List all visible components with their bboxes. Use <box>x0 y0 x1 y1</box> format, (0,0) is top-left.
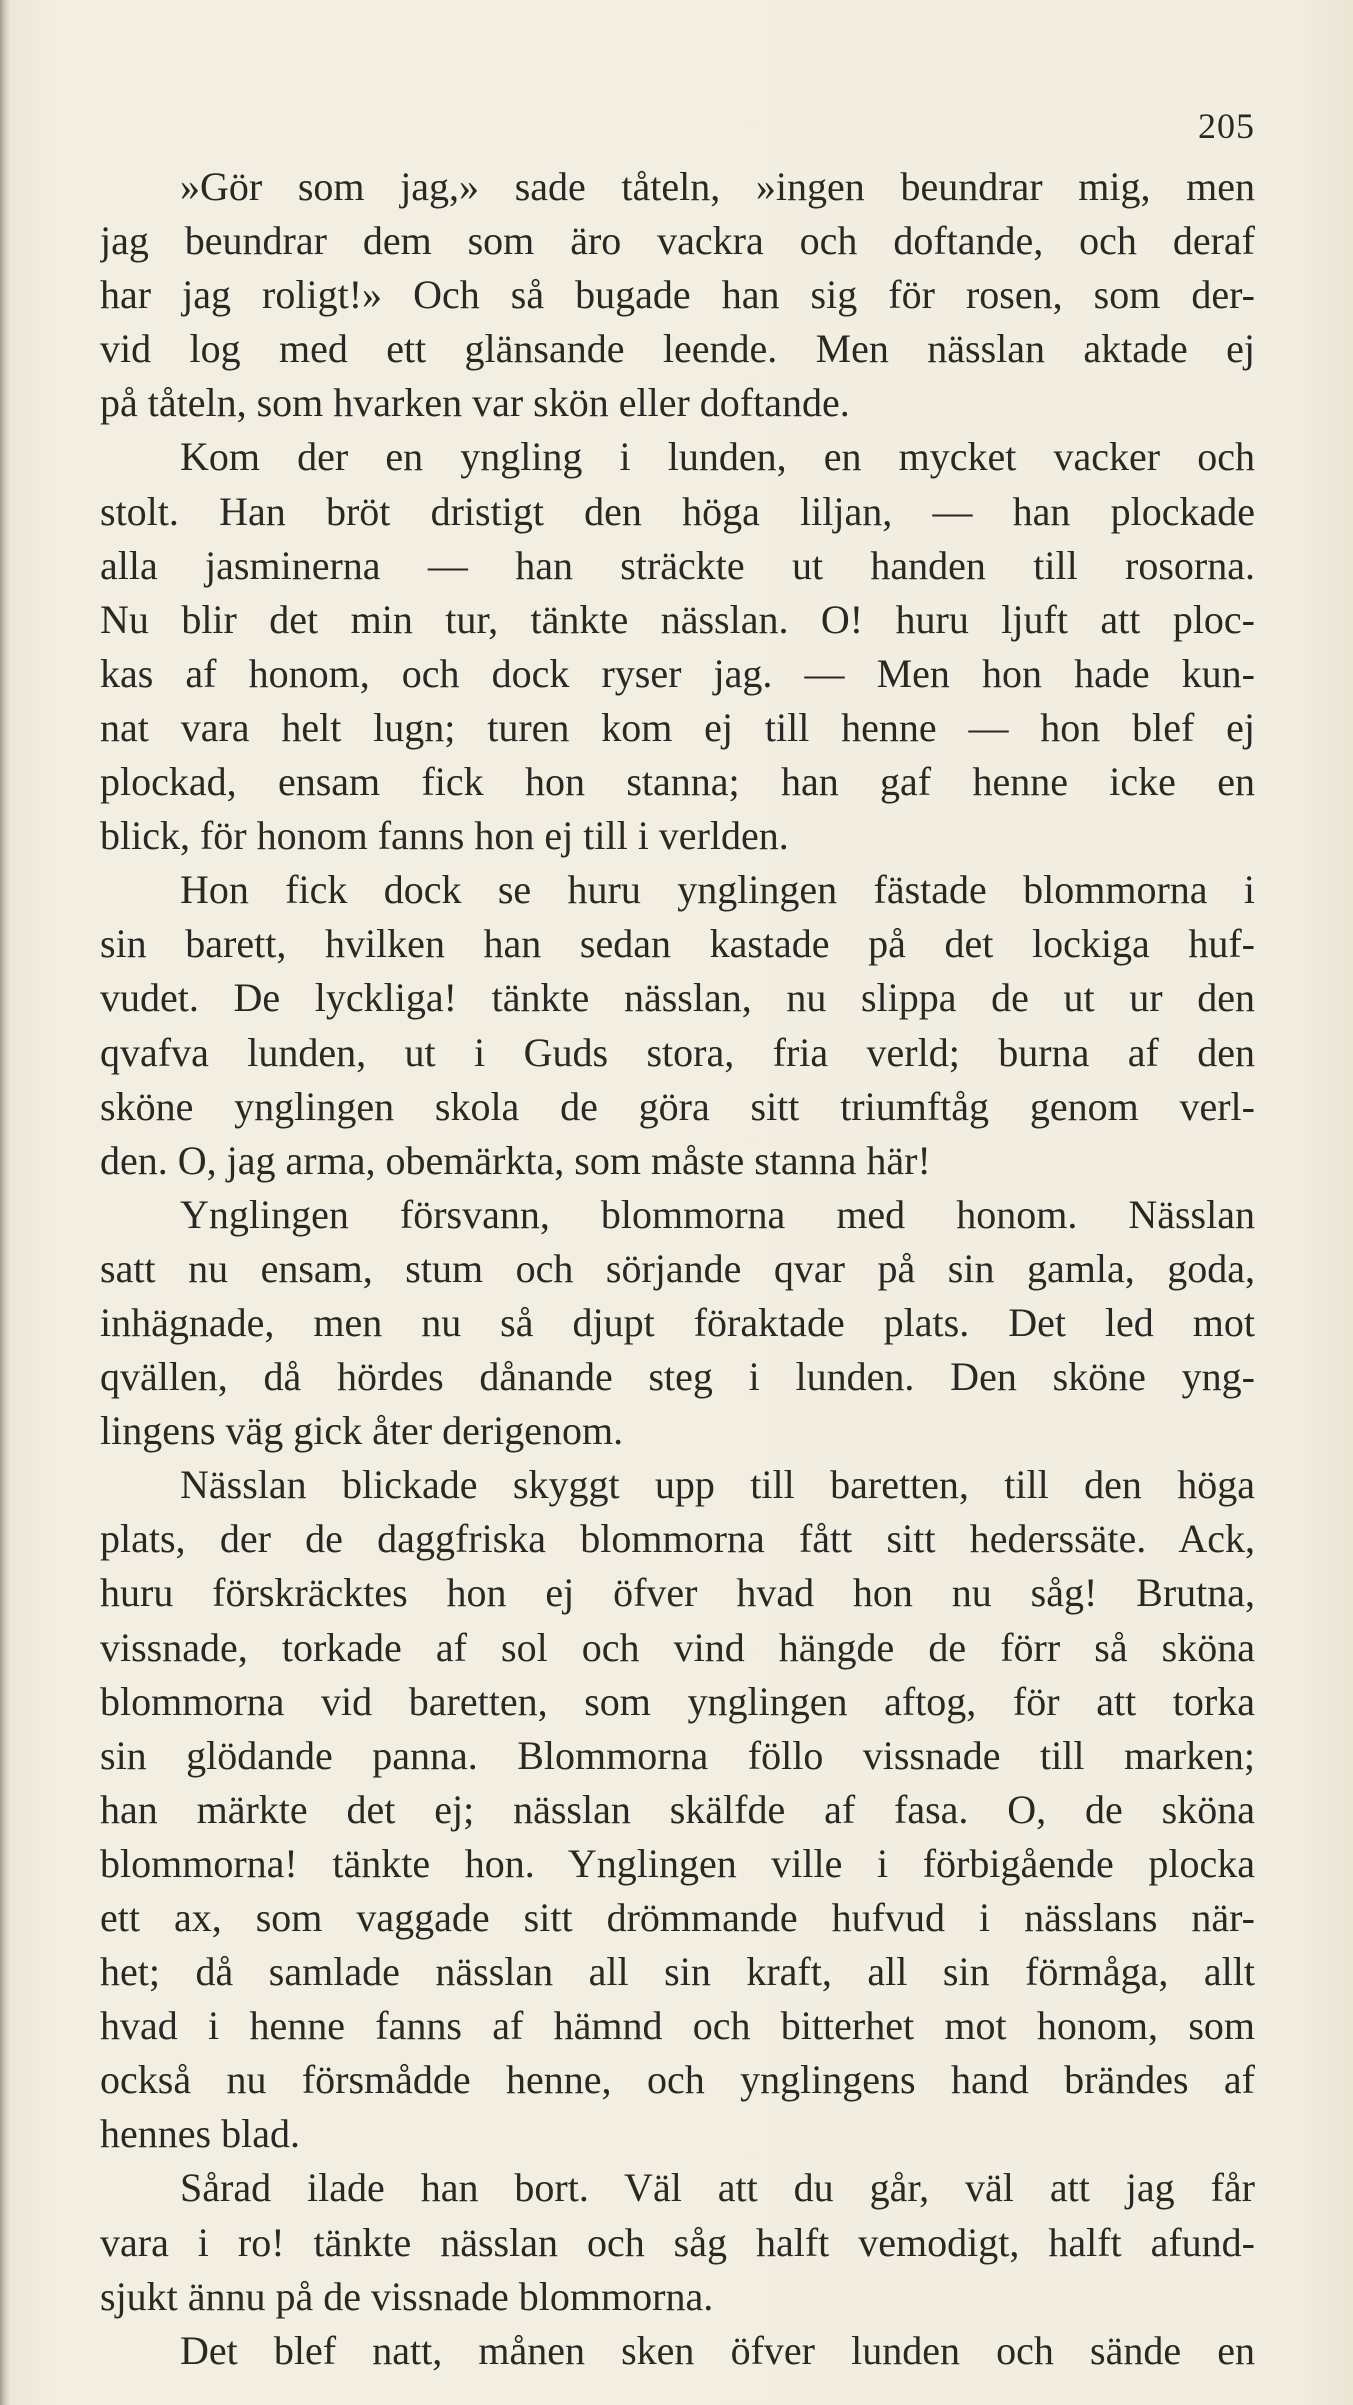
text-line: Nu blir det min tur, tänkte nässlan. O! huru ljuft att ploc- <box>100 596 1255 642</box>
text-line: jag beundrar dem som äro vackra och doftande, och deraf <box>100 218 1255 264</box>
text-line: Hon fick dock se huru ynglingen fästade blommorna i <box>180 867 1255 913</box>
body-text <box>100 160 1255 2378</box>
text-line: Det blef natt, månen sken öfver lunden och sände en <box>180 2327 1255 2373</box>
text-line: vissnade, torkade af sol och vind hängde de förr så sköna <box>100 1624 1255 1670</box>
text-line: vudet. De lyckliga! tänkte nässlan, nu slippa de ut ur den <box>100 975 1255 1021</box>
text-line: Kom der en yngling i lunden, en mycket vacker och <box>180 434 1255 480</box>
text-line: vara i ro! tänkte nässlan och såg halft vemodigt, halft afund- <box>100 2219 1255 2265</box>
page-number: 205 <box>1198 106 1255 146</box>
text-line: den. O, jag arma, obemärkta, som måste stanna här! <box>100 1137 931 1183</box>
text-line: också nu försmådde henne, och ynglingens hand brändes af <box>100 2057 1255 2103</box>
text-line: huru förskräcktes hon ej öfver hvad hon nu såg! Brutna, <box>100 1570 1255 1616</box>
text-line: han märkte det ej; nässlan skälfde af fasa. O, de sköna <box>100 1786 1255 1832</box>
text-line: nat vara helt lugn; turen kom ej till henne — hon blef ej <box>100 704 1255 750</box>
text-line: vid log med ett glänsande leende. Men nässlan aktade ej <box>100 326 1255 372</box>
text-line: sin glödande panna. Blommorna föllo vissnade till marken; <box>100 1732 1255 1778</box>
text-line: inhägnade, men nu så djupt föraktade plats. Det led mot <box>100 1299 1255 1345</box>
text-line: sjukt ännu på de vissnade blommorna. <box>100 2273 714 2319</box>
text-line: blick, för honom fanns hon ej till i verlden. <box>100 813 789 859</box>
text-line: kas af honom, och dock ryser jag. — Men hon hade kun- <box>100 650 1255 696</box>
text-line: alla jasminerna — han sträckte ut handen till rosorna. <box>100 542 1255 588</box>
text-line: blommorna! tänkte hon. Ynglingen ville i förbigående plocka <box>100 1840 1255 1886</box>
text-line: sin barett, hvilken han sedan kastade på det lockiga huf- <box>100 921 1255 967</box>
text-line: på tåteln, som hvarken var skön eller doftande. <box>100 380 850 426</box>
text-line: Nässlan blickade skyggt upp till baretten, till den höga <box>180 1462 1255 1508</box>
text-line: plats, der de daggfriska blommorna fått sitt hederssäte. Ack, <box>100 1516 1255 1562</box>
text-line: lingens väg gick åter derigenom. <box>100 1408 624 1454</box>
text-line: plockad, ensam fick hon stanna; han gaf henne icke en <box>100 759 1255 805</box>
text-line: hennes blad. <box>100 2111 300 2157</box>
text-line: sköne ynglingen skola de göra sitt triumftåg genom verl- <box>100 1083 1255 1129</box>
text-line: Sårad ilade han bort. Väl att du går, väl att jag får <box>180 2165 1255 2211</box>
text-line: satt nu ensam, stum och sörjande qvar på sin gamla, goda, <box>100 1245 1255 1291</box>
text-line: qvafva lunden, ut i Guds stora, fria verld; burna af den <box>100 1029 1255 1075</box>
text-line: stolt. Han bröt dristigt den höga liljan, — han plockade <box>100 488 1255 534</box>
text-line: Ynglingen försvann, blommorna med honom. Nässlan <box>180 1191 1255 1237</box>
text-line: qvällen, då hördes dånande steg i lunden. Den sköne yng- <box>100 1354 1255 1400</box>
text-line: har jag roligt!» Och så bugade han sig för rosen, som der- <box>100 272 1255 318</box>
text-line: hvad i henne fanns af hämnd och bitterhet mot honom, som <box>100 2003 1255 2049</box>
text-line: blommorna vid baretten, som ynglingen aftog, för att torka <box>100 1678 1255 1724</box>
binding-edge <box>0 0 10 2405</box>
text-line: »Gör som jag,» sade tåteln, »ingen beundrar mig, men <box>180 164 1255 209</box>
text-line: ett ax, som vaggade sitt drömmande hufvud i nässlans när- <box>100 1895 1255 1940</box>
text-line: het; då samlade nässlan all sin kraft, all sin förmåga, allt <box>100 1949 1255 1995</box>
